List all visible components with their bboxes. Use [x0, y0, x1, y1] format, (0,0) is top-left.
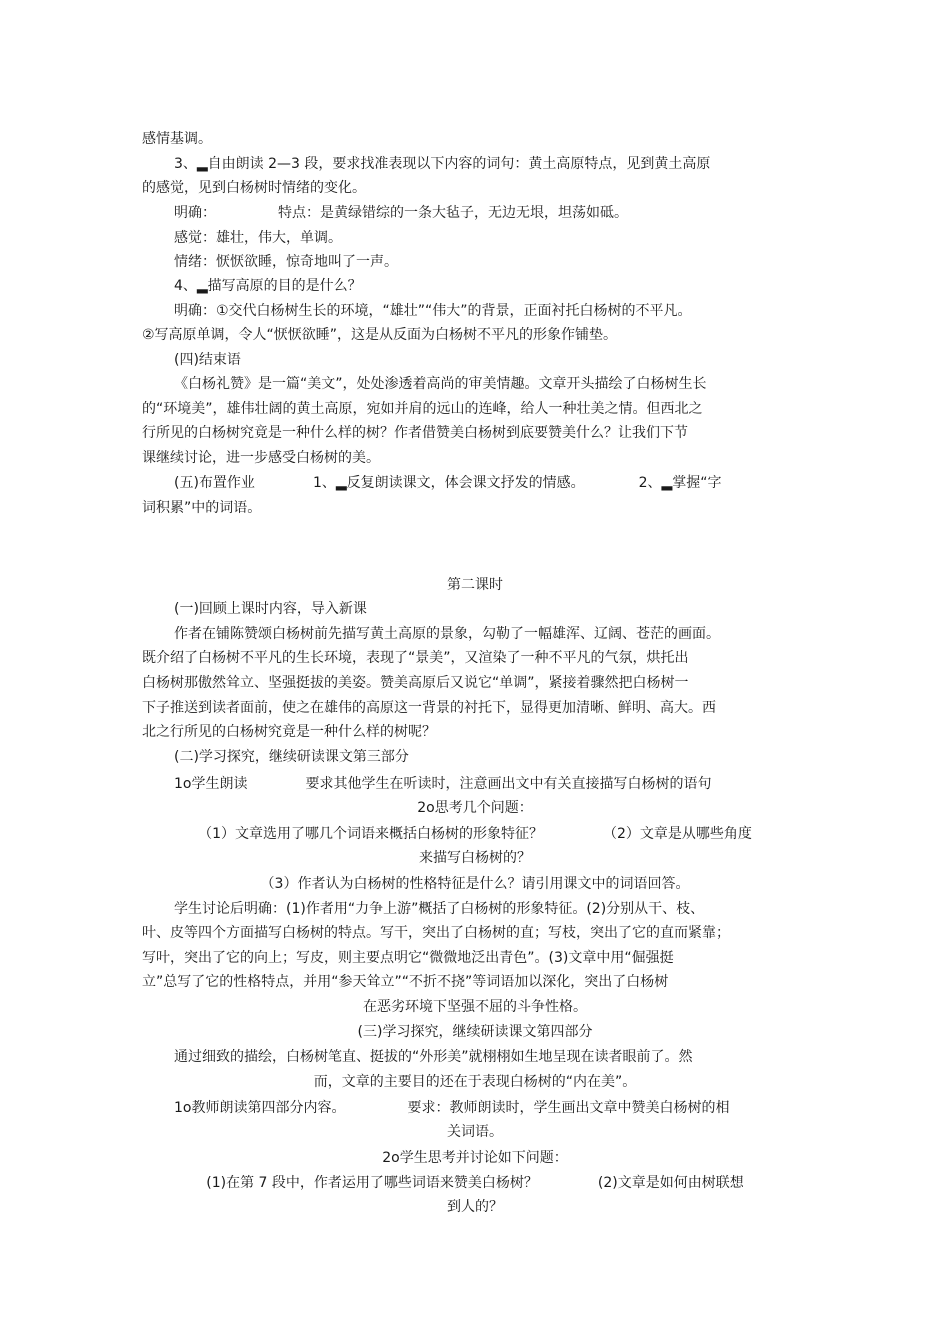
paragraph-line: 《白杨礼赞》是一篇“美文”，处处渗透着高尚的审美情趣。文章开头描绘了白杨树生长 — [174, 376, 707, 392]
answer-text: 特点：是黄绿错综的一条大毡子，无边无垠，坦荡如砥。 — [278, 205, 628, 221]
question-line: 来描写白杨树的？ — [419, 850, 531, 866]
paragraph-line: 通过细致的描绘，白杨树笔直、挺拔的“外形美”就栩栩如生地呈现在读者眼前了。然 — [174, 1049, 693, 1065]
question-1: (1)在第 7 段中，作者运用了哪些词语来赞美白杨树？ — [206, 1175, 538, 1191]
answer-features — [174, 201, 628, 225]
answer-line: 明确：①交代白杨树生长的环境，“雄壮”“伟大”的背景，正面衬托白杨树的不平凡。 — [174, 303, 692, 319]
answer-feeling: 感觉：雄壮，伟大，单调。 — [174, 230, 342, 246]
paragraph-line: 立”总写了它的性格特点，并用“参天耸立”“不折不挠”等词语加以深化，突出了白杨树 — [142, 974, 669, 990]
homework-item-1: 1、▂反复朗读课文，体会课文抒发的情感。 — [312, 475, 585, 491]
step-line — [174, 1096, 729, 1120]
paragraph-line: 课继续讨论，进一步感受白杨树的美。 — [142, 450, 380, 466]
paragraph-line: 的“环境美”，雄伟壮阔的黄土高原，宛如并肩的远山的连峰，给人一种壮美之情。但西北之 — [142, 401, 703, 417]
paragraph-line: 既介绍了白杨树不平凡的生长环境，表现了“景美”，又渲染了一种不平凡的气氛，烘托出 — [142, 650, 689, 666]
step-line: 2o学生思考并讨论如下问题： — [382, 1150, 568, 1166]
question-4: 4、▂描写高原的目的是什么？ — [174, 278, 362, 294]
answer-line: ②写高原单调，令人“恹恹欲睡”，这是从反面为白杨树不平凡的形象作铺垫。 — [142, 327, 618, 343]
question-3: 3、▂自由朗读 2—3 段，要求找准表现以下内容的词句：黄土高原特点，见到黄土高原 — [174, 156, 711, 172]
homework-line — [174, 471, 722, 495]
answer-emotion: 情绪：恹恹欲睡，惊奇地叫了一声。 — [174, 254, 398, 270]
section-heading: (二)学习探究，继续研读课文第三部分 — [174, 749, 409, 765]
answer-label: 明确： — [174, 205, 216, 221]
step-line: 2o思考几个问题： — [417, 800, 533, 816]
lesson-title: 第二课时 — [447, 577, 503, 593]
step-text: 要求：教师朗读时，学生画出文章中赞美白杨树的相 — [407, 1100, 730, 1116]
section-heading: (四)结束语 — [174, 352, 241, 368]
paragraph-line: 写叶，突出了它的向上；写皮，则主要点明它“微微地泛出青色”。(3)文章中用“倔强挺 — [142, 950, 674, 966]
question-2: (2)文章是如何由树联想 — [597, 1175, 744, 1191]
paragraph-line: 白杨树那傲然耸立、坚强挺拔的美姿。赞美高原后又说它“单调”，紧接着骤然把白杨树一 — [142, 675, 689, 691]
question-3: （3）作者认为白杨树的性格特征是什么？请引用课文中的词语回答。 — [260, 876, 690, 892]
step-label: 1o学生朗读 — [174, 776, 248, 792]
step-line — [174, 772, 711, 796]
paragraph-line: 叶、皮等四个方面描写白杨树的特点。写干，突出了白杨树的直；写枝，突出了它的直而紧靠； — [142, 925, 730, 941]
paragraph-line: 北之行所见的白杨树究竟是一种什么样的树呢？ — [142, 724, 436, 740]
section-heading: (三)学习探究，继续研读课文第四部分 — [357, 1024, 593, 1040]
question-line: 到人的？ — [447, 1199, 503, 1215]
question-1: （1）文章选用了哪几个词语来概括白杨树的形象特征？ — [198, 826, 543, 842]
step-line: 关词语。 — [447, 1124, 503, 1140]
paragraph-line: 作者在铺陈赞颂白杨树前先描写黄土高原的景象，勾勒了一幅雄浑、辽阔、苍茫的画面。 — [174, 626, 720, 642]
question-line — [0, 1171, 950, 1195]
paragraph-line: 学生讨论后明确：(1)作者用“力争上游”概括了白杨树的形象特征。(2)分别从干、枝、 — [174, 901, 705, 917]
section-heading: (一)回顾上课时内容，导入新课 — [174, 601, 367, 617]
paragraph-line: 行所见的白杨树究竟是一种什么样的树？作者借赞美白杨树到底要赞美什么？让我们下节 — [142, 425, 688, 441]
paragraph-line: 词积累”中的词语。 — [142, 500, 262, 516]
paragraph-line: 而，文章的主要目的还在于表现白杨树的“内在美”。 — [313, 1074, 637, 1090]
paragraph-line: 下子推送到读者面前，使之在雄伟的高原这一背景的衬托下，显得更加清晰、鲜明、高大。西 — [142, 700, 716, 716]
paragraph-line: 感情基调。 — [142, 131, 212, 147]
paragraph-line: 在恶劣环境下坚强不屈的斗争性格。 — [363, 999, 587, 1015]
question-2: （2）文章是从哪些角度 — [602, 826, 752, 842]
question-line — [0, 822, 950, 846]
paragraph-line: 的感觉，见到白杨树时情绪的变化。 — [142, 180, 366, 196]
homework-item-2: 2、▂掌握“字 — [638, 475, 722, 491]
step-label: 1o教师朗读第四部分内容。 — [174, 1100, 346, 1116]
section-heading: (五)布置作业 — [174, 475, 255, 491]
step-text: 要求其他学生在听读时，注意画出文中有关直接描写白杨树的语句 — [305, 776, 712, 792]
